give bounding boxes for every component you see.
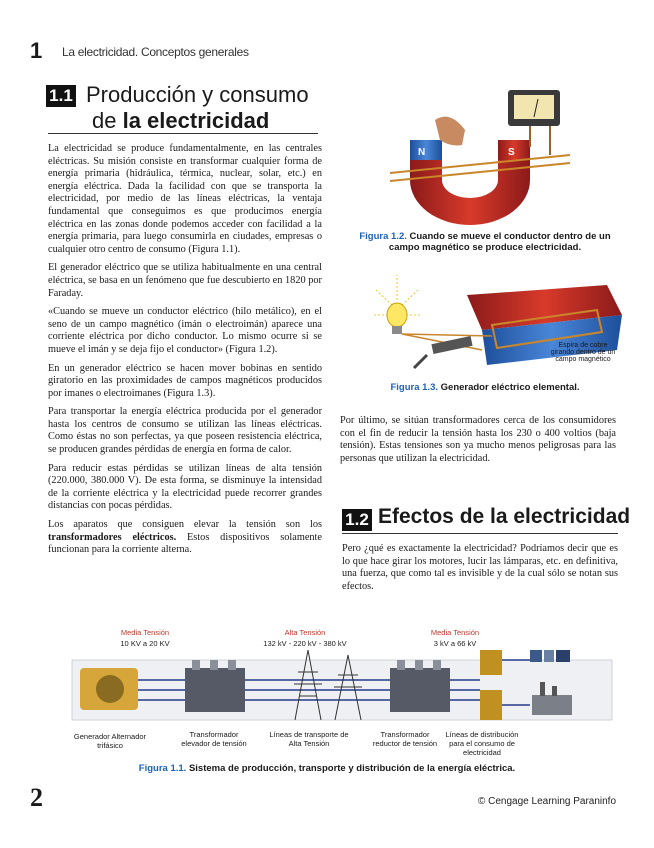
section-number-badge: 1.1 bbox=[46, 85, 76, 107]
label-transmission-lines: Líneas de transporte de Alta Tensión bbox=[269, 730, 349, 748]
figure-caption: Figura 1.2. Cuando se mueve el conductor dentro de un campo magnético se produce electricidad. bbox=[359, 231, 611, 253]
loop-annotation: Espira de cobre girando dentro de un campo magnético bbox=[550, 342, 616, 363]
distribution-transformer-icon bbox=[480, 650, 502, 675]
label-media-tension-1: Media Tensión bbox=[120, 628, 170, 637]
section-title-line2: de la electricidad bbox=[92, 108, 270, 133]
chapter-number: 1 bbox=[30, 38, 43, 63]
paragraph: «Cuando se mueve un conductor eléctrico (hilo metálico), en el seno de un campo magnético (imán o electroimán) aparece una corriente eléctrica por dicho conductor. Lo mismo ocurre si se mueve el imán y se deja fijo el conductor» (Figura 1.2). bbox=[48, 306, 322, 355]
distribution-diagram bbox=[70, 650, 620, 730]
value-alta-tension: 132 kV - 220 kV - 380 kV bbox=[263, 639, 347, 648]
section-title: Efectos de la electricidad bbox=[378, 505, 631, 528]
paragraph: En un generador eléctrico se hacen mover bobinas en sentido giratorio en las proximidades de campos magnéticos producidos por imanes o electroimanes (Figura 1.3). bbox=[48, 362, 322, 399]
section-number-badge: 1.2 bbox=[342, 509, 372, 531]
paragraph: Para transportar la energía eléctrica producida por el generador hasta los centros de consumo se utilizan las líneas eléctricas. Como éstas no son perfectas, ya que poseen resistencia eléctrica, se producen grandes pérdidas de energía en forma de calor. bbox=[48, 406, 322, 456]
generator-illustration bbox=[372, 270, 632, 380]
crank-icon bbox=[431, 336, 472, 354]
page-number: 2 bbox=[30, 783, 43, 812]
figure-caption: Figura 1.1. Sistema de producción, transporte y distribución de la energía eléctrica. bbox=[138, 763, 516, 774]
chapter-title: La electricidad. Conceptos generales bbox=[62, 45, 249, 59]
pole-s: S bbox=[508, 147, 515, 158]
label-distribution-lines: Líneas de distribución para el consumo de electricidad bbox=[445, 730, 519, 757]
paragraph: El generador eléctrico que se utiliza habitualmente en una central eléctrica, se basa en un fenómeno que fue descubierto en 1820 por Faraday. bbox=[48, 262, 322, 299]
light-bulb-icon bbox=[374, 275, 422, 334]
section-rule bbox=[342, 533, 618, 534]
label-step-up-transformer: Transformador elevador de tensión bbox=[181, 730, 247, 748]
step-down-transformer-icon bbox=[390, 668, 450, 712]
label-generator: Generador Alternador trifásico bbox=[73, 732, 147, 750]
pole-n: N bbox=[418, 147, 426, 158]
paragraph: La electricidad se produce fundamentalmente, en las centrales eléctricas. Su misión consiste en transformar cualquier forma de energía primaria (hidráulica, térmica, nuclear, solar, etc.) en energía eléctrica. Dada la facilidad con que se transporta la electricidad, por medio de las líneas eléctricas, la ventaja fundamental que conseguimos es que producimos energía eléctrica en las zonas donde podemos acceder con facilidad a la energía primaria, para luego consumirla en ciudades, empresas o cualquier otro centro de consumo (Figura 1.1). bbox=[48, 143, 322, 255]
step-up-transformer-icon bbox=[185, 668, 245, 712]
paragraph: Para reducir estas pérdidas se utilizan líneas de alta tensión (220.000, 380.000 V). De esta forma, se disminuye la intensidad de la corriente eléctrica y la electricidad puede recorrer grandes distancias con pocas pérdidas. bbox=[48, 462, 322, 512]
value-media-tension-1: 10 KV a 20 KV bbox=[120, 639, 170, 648]
magnet-conductor-illustration bbox=[380, 85, 600, 230]
section-title-line1: Producción y consumo bbox=[86, 82, 309, 107]
publisher-credit: © Cengage Learning Paraninfo bbox=[478, 796, 617, 807]
right-column bbox=[340, 415, 616, 471]
section-rule bbox=[48, 133, 318, 134]
label-media-tension-2: Media Tensión bbox=[430, 628, 480, 637]
label-step-down-transformer: Transformador reductor de tensión bbox=[372, 730, 438, 748]
figure-caption: Figura 1.3. Generador eléctrico elemental. bbox=[390, 382, 580, 393]
paragraph: Por último, se sitúan transformadores cerca de los consumidores con el fin de reducir la tensión hasta los 230 o 400 voltios (baja tensión). Estas tensiones son ya mucho menos peligrosas para las personas que utilizan la electricidad. bbox=[340, 415, 616, 464]
paragraph: Los aparatos que consiguen elevar la tensión son los transformadores eléctricos. Estos dispositivos solamente funcionan para la corriente alterna. bbox=[48, 519, 322, 556]
left-column bbox=[48, 143, 322, 563]
value-media-tension-2: 3 kV a 66 kV bbox=[433, 639, 477, 648]
city-buildings-icon bbox=[530, 650, 570, 662]
label-alta-tension: Alta Tensión bbox=[284, 628, 326, 637]
paragraph: Pero ¿qué es exactamente la electricidad? Podríamos decir que es lo que hace girar los motores, lucir las lámparas, etc. en definitiva, una fuerza, que como tal es invisible y de la cual sólo se notan sus efectos. bbox=[342, 543, 618, 592]
